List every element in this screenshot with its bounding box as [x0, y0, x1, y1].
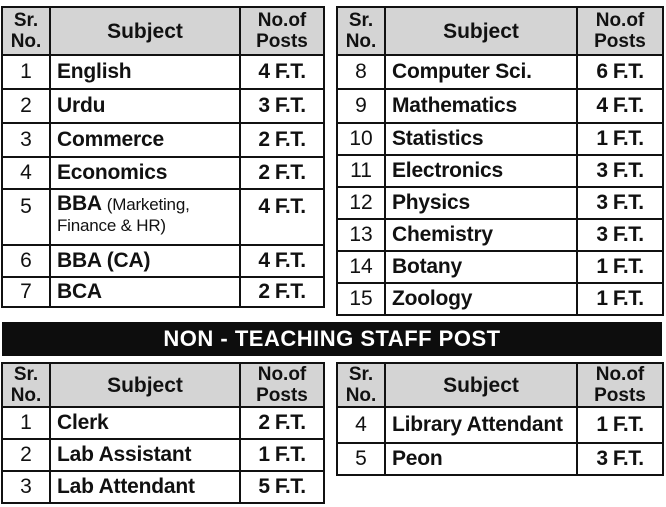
subject-name: Physics: [385, 187, 577, 219]
sr-no: 3: [2, 471, 50, 503]
subject-header: Subject: [50, 363, 240, 407]
header-row: [2, 7, 324, 55]
subject-name: Lab Attendant: [50, 471, 240, 503]
subject-name: Economics: [50, 157, 240, 189]
non-teaching-posts-table-right: [336, 362, 664, 476]
table-row: [337, 407, 663, 443]
posts-count: 3 F.T.: [240, 89, 324, 123]
subject-header: Subject: [50, 7, 240, 55]
posts-count: 4 F.T.: [240, 189, 324, 245]
table-row: [2, 55, 324, 89]
table-row: [337, 155, 663, 187]
posts-count: 1 F.T.: [577, 123, 663, 155]
posts-header: No.of Posts: [577, 363, 663, 407]
sr-no: 12: [337, 187, 385, 219]
sr-no-header: Sr. No.: [2, 7, 50, 55]
table-row: [2, 189, 324, 245]
sr-no: 5: [337, 443, 385, 475]
subject-name: Electronics: [385, 155, 577, 187]
subject-name: Computer Sci.: [385, 55, 577, 89]
subject-name: Clerk: [50, 407, 240, 439]
sr-no: 1: [2, 55, 50, 89]
table-row: [337, 443, 663, 475]
subject-name: Library Attendant: [385, 407, 577, 443]
table-row: [2, 439, 324, 471]
subject-name: Mathematics: [385, 89, 577, 123]
posts-count: 6 F.T.: [577, 55, 663, 89]
table-row: [337, 89, 663, 123]
sr-no: 10: [337, 123, 385, 155]
table-row: [2, 89, 324, 123]
subject-name: Statistics: [385, 123, 577, 155]
table-row: [2, 245, 324, 277]
posts-header: No.of Posts: [240, 7, 324, 55]
posts-count: 4 F.T.: [577, 89, 663, 123]
sr-no: 3: [2, 123, 50, 157]
posts-header: No.of Posts: [577, 7, 663, 55]
posts-count: 3 F.T.: [577, 155, 663, 187]
posts-count: 1 F.T.: [577, 251, 663, 283]
table-row: [2, 277, 324, 307]
sr-no: 11: [337, 155, 385, 187]
subject-name: Zoology: [385, 283, 577, 315]
subject-name: Peon: [385, 443, 577, 475]
table-row: [2, 123, 324, 157]
sr-no: 9: [337, 89, 385, 123]
subject-header: Subject: [385, 363, 577, 407]
header-row: [337, 363, 663, 407]
posts-header: No.of Posts: [240, 363, 324, 407]
posts-count: 4 F.T.: [240, 245, 324, 277]
header-row: [337, 7, 663, 55]
posts-count: 2 F.T.: [240, 277, 324, 307]
table-row: [337, 187, 663, 219]
subject-name: English: [50, 55, 240, 89]
subject-note: Finance & HR): [57, 216, 166, 235]
sr-no: 15: [337, 283, 385, 315]
posts-count: 3 F.T.: [577, 187, 663, 219]
sr-no: 2: [2, 89, 50, 123]
sr-no: 1: [2, 407, 50, 439]
subject-name: BCA: [50, 277, 240, 307]
table-row: [2, 407, 324, 439]
subject-name: [50, 189, 240, 245]
subject-name: Urdu: [50, 89, 240, 123]
posts-count: 2 F.T.: [240, 157, 324, 189]
sr-no: 5: [2, 189, 50, 245]
sr-no-header: Sr. No.: [2, 363, 50, 407]
non-teaching-posts-table-left: [1, 362, 325, 504]
sr-no: 14: [337, 251, 385, 283]
sr-no: 7: [2, 277, 50, 307]
sr-no: 13: [337, 219, 385, 251]
table-row: [337, 55, 663, 89]
posts-count: 2 F.T.: [240, 407, 324, 439]
table-row: [2, 157, 324, 189]
table-row: [337, 123, 663, 155]
table-row: [337, 219, 663, 251]
sr-no: 4: [337, 407, 385, 443]
sr-no-header: Sr. No.: [337, 7, 385, 55]
sr-no-header: Sr. No.: [337, 363, 385, 407]
posts-count: 1 F.T.: [577, 407, 663, 443]
posts-count: 2 F.T.: [240, 123, 324, 157]
teaching-posts-table-left: [1, 6, 325, 308]
teaching-posts-table-right: [336, 6, 664, 316]
posts-count: 4 F.T.: [240, 55, 324, 89]
table-row: [2, 471, 324, 503]
table-row: [337, 283, 663, 315]
subject-header: Subject: [385, 7, 577, 55]
subject-name: BBA (CA): [50, 245, 240, 277]
subject-name: Lab Assistant: [50, 439, 240, 471]
posts-count: 3 F.T.: [577, 219, 663, 251]
posts-count: 3 F.T.: [577, 443, 663, 475]
posts-count: 1 F.T.: [577, 283, 663, 315]
subject-name-bba: BBA: [57, 192, 102, 215]
subject-name: Commerce: [50, 123, 240, 157]
header-row: [2, 363, 324, 407]
sr-no: 8: [337, 55, 385, 89]
posts-count: 5 F.T.: [240, 471, 324, 503]
sr-no: 6: [2, 245, 50, 277]
sr-no: 4: [2, 157, 50, 189]
subject-note: (Marketing,: [106, 195, 190, 214]
table-row: [337, 251, 663, 283]
subject-name: Botany: [385, 251, 577, 283]
non-teaching-staff-heading: NON - TEACHING STAFF POST: [2, 322, 662, 356]
sr-no: 2: [2, 439, 50, 471]
posts-count: 1 F.T.: [240, 439, 324, 471]
subject-name: Chemistry: [385, 219, 577, 251]
